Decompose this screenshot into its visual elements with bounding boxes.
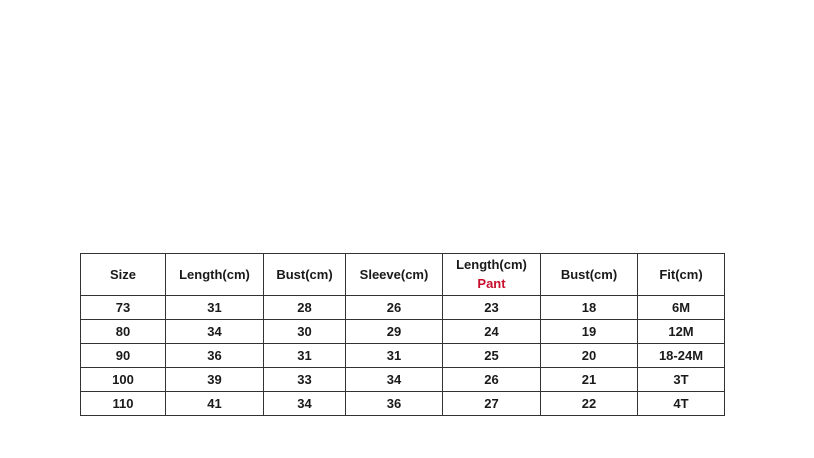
- cell-sleeve: 29: [346, 320, 443, 344]
- size-chart-container: [80, 253, 725, 416]
- cell-pant-bust: 18: [541, 296, 638, 320]
- table-row: [81, 320, 725, 344]
- cell-top-length: 31: [166, 296, 264, 320]
- cell-pant-length: 25: [443, 344, 541, 368]
- cell-sleeve: 34: [346, 368, 443, 392]
- cell-size: 100: [81, 368, 166, 392]
- cell-top-bust: 31: [264, 344, 346, 368]
- header-top-length: Length(cm): [166, 254, 264, 296]
- header-pant-length: Length(cm): [456, 257, 527, 273]
- cell-size: 90: [81, 344, 166, 368]
- cell-top-length: 36: [166, 344, 264, 368]
- cell-pant-length: 26: [443, 368, 541, 392]
- cell-top-bust: 33: [264, 368, 346, 392]
- cell-top-bust: 30: [264, 320, 346, 344]
- cell-top-bust: 34: [264, 392, 346, 416]
- cell-pant-bust: 21: [541, 368, 638, 392]
- cell-top-length: 41: [166, 392, 264, 416]
- size-chart-table: [80, 253, 725, 416]
- header-size: Size: [81, 254, 166, 296]
- header-pant-length-cell: [443, 254, 541, 296]
- table-row: [81, 392, 725, 416]
- pant-label: Pant: [477, 276, 506, 291]
- cell-pant-bust: 19: [541, 320, 638, 344]
- header-sleeve: Sleeve(cm): [346, 254, 443, 296]
- cell-pant-bust: 22: [541, 392, 638, 416]
- cell-pant-length: 23: [443, 296, 541, 320]
- cell-sleeve: 31: [346, 344, 443, 368]
- cell-top-length: 34: [166, 320, 264, 344]
- cell-pant-bust: 20: [541, 344, 638, 368]
- cell-sleeve: 26: [346, 296, 443, 320]
- table-row: [81, 368, 725, 392]
- cell-size: 110: [81, 392, 166, 416]
- cell-size: 80: [81, 320, 166, 344]
- cell-fit: 6M: [638, 296, 725, 320]
- cell-top-length: 39: [166, 368, 264, 392]
- header-top-bust: Bust(cm): [264, 254, 346, 296]
- header-fit: Fit(cm): [638, 254, 725, 296]
- cell-pant-length: 27: [443, 392, 541, 416]
- cell-fit: 4T: [638, 392, 725, 416]
- cell-sleeve: 36: [346, 392, 443, 416]
- cell-size: 73: [81, 296, 166, 320]
- table-row: [81, 344, 725, 368]
- header-pant-bust: Bust(cm): [541, 254, 638, 296]
- table-header-row: [81, 254, 725, 296]
- cell-fit: 3T: [638, 368, 725, 392]
- cell-top-bust: 28: [264, 296, 346, 320]
- cell-fit: 18-24M: [638, 344, 725, 368]
- table-row: [81, 296, 725, 320]
- cell-fit: 12M: [638, 320, 725, 344]
- cell-pant-length: 24: [443, 320, 541, 344]
